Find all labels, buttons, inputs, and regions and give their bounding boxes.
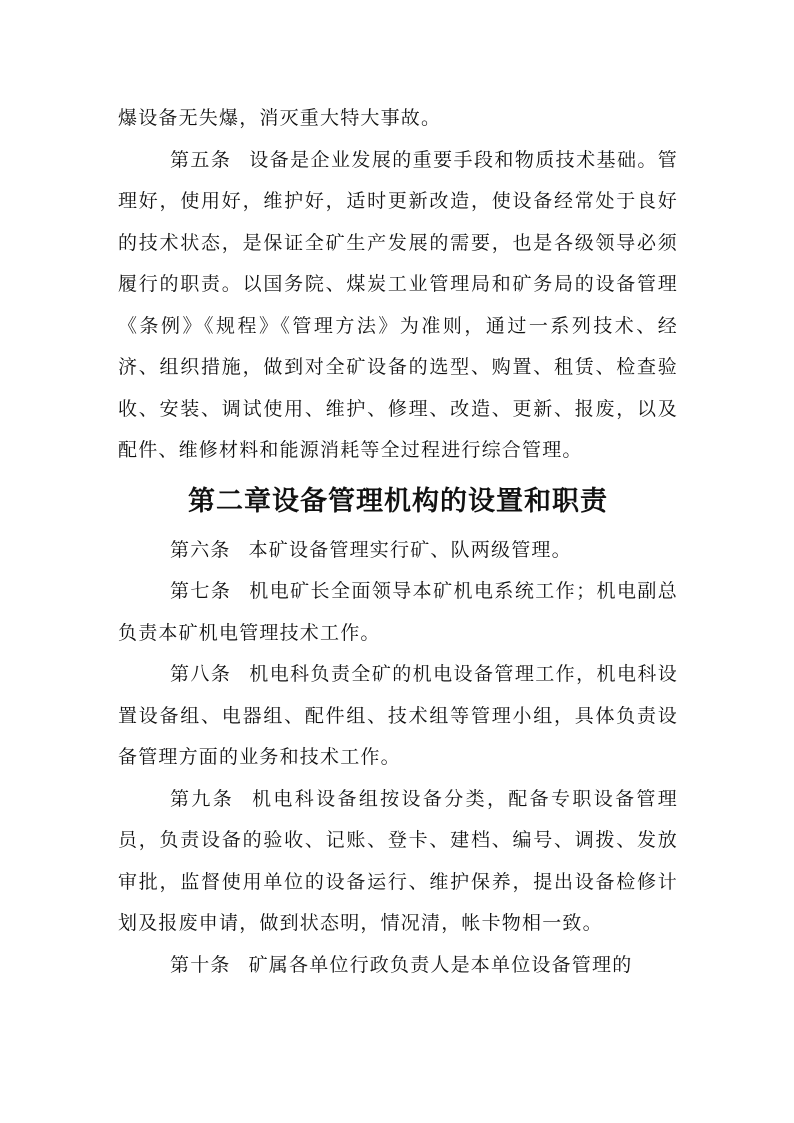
article-text: 设备是企业发展的重要手段和物质技术基础。管理好，使用好，维护好，适时更新改造，使设备经常处于良好的技术状态，是保证全矿生产发展的需要，也是各级领导必须履行的职责。以国务院、煤炭工业管理局和矿务局的设备管理《条例》《规程》《管理方法》为准则，通过一系列技术、经济、组织措施，做到对全矿设备的选型、购置、租赁、检查验收、安装、调试使用、维护、修理、改造、更新、报废，以及配件、维修材料和能源消耗等全过程进行综合管理。 [118, 148, 678, 461]
article-text: 机电科设备组按设备分类，配备专职设备管理员，负责设备的验收、记账、登卡、建档、编号、调拨、发放审批，监督使用单位的设备运行、维护保养，提出设备检修计划及报废申请，做到状态明，情况清，帐卡物相一致。 [118, 787, 678, 934]
article-10 [118, 945, 678, 987]
article-text: 机电矿长全面领导本矿机电系统工作；机电副总负责本矿机电管理技术工作。 [118, 580, 678, 644]
article-number: 第五条 [170, 148, 232, 171]
article-number: 第八条 [170, 663, 232, 685]
article-6 [118, 530, 678, 572]
chapter-title: 第二章设备管理机构的设置和职责 [188, 485, 608, 517]
article-number: 第九条 [170, 787, 235, 810]
article-number: 第六条 [170, 538, 231, 561]
article-7 [118, 571, 678, 654]
article-text: 矿属各单位行政负责人是本单位设备管理的 [248, 953, 633, 976]
paragraph-text: 爆设备无失爆，消灭重大特大事故。 [118, 107, 442, 129]
article-number: 第七条 [170, 580, 232, 602]
article-number: 第十条 [170, 953, 231, 976]
article-8 [118, 654, 678, 779]
article-5 [118, 140, 678, 472]
article-9 [118, 779, 678, 945]
article-text: 机电科负责全矿的机电设备管理工作，机电科设置设备组、电器组、配件组、技术组等管理小组，具体负责设备管理方面的业务和技术工作。 [118, 663, 678, 768]
article-text: 本矿设备管理实行矿、队两级管理。 [248, 538, 572, 561]
document-body [118, 98, 678, 986]
paragraph-continuation [118, 98, 678, 140]
